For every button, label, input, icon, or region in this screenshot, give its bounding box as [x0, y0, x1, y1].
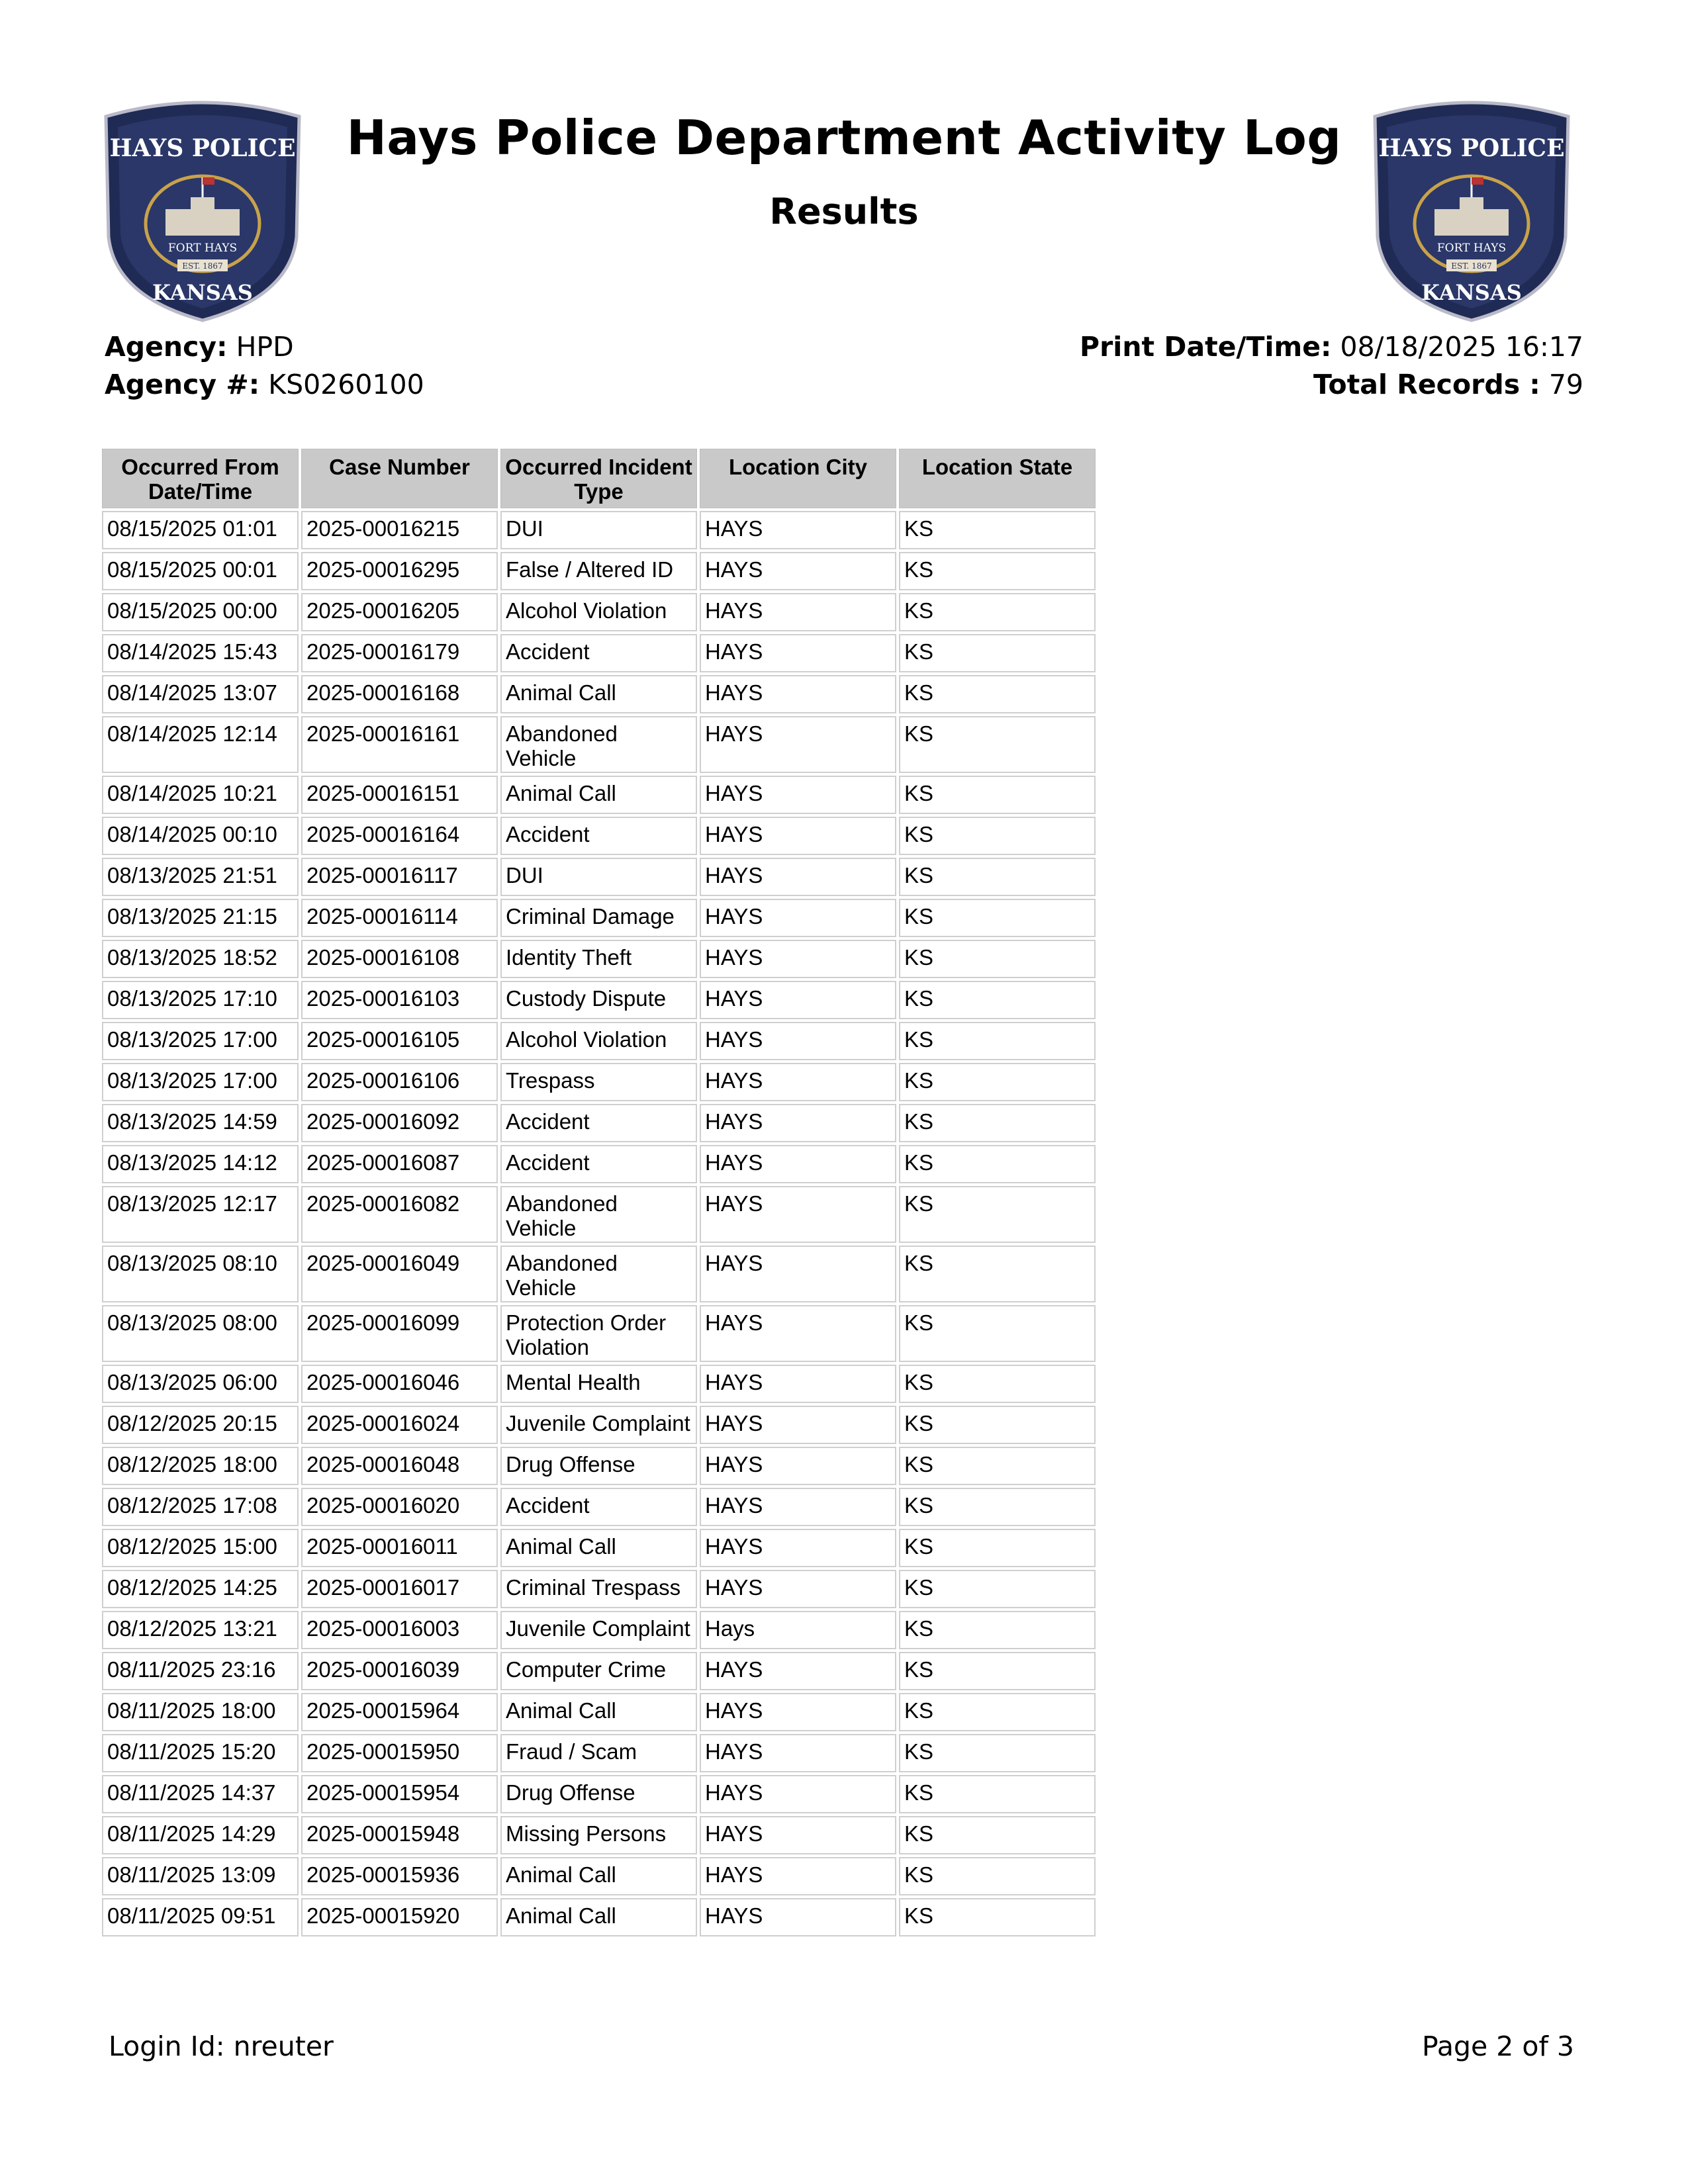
- column-header: Occurred From Date/Time: [102, 449, 299, 508]
- svg-text:FORT HAYS: FORT HAYS: [1436, 242, 1507, 255]
- table-cell: 08/14/2025 00:10: [102, 817, 299, 855]
- table-cell: HAYS: [700, 1857, 896, 1895]
- svg-text:KANSAS: KANSAS: [1421, 280, 1522, 305]
- table-cell: 08/14/2025 12:14: [102, 716, 299, 773]
- svg-text:FORT HAYS: FORT HAYS: [167, 242, 238, 255]
- table-row: [102, 1734, 1096, 1772]
- table-cell: 2025-00016103: [301, 981, 498, 1019]
- print-datetime-label: Print Date/Time:: [1080, 331, 1332, 363]
- table-row: [102, 1447, 1096, 1485]
- table-cell: Juvenile Complaint: [500, 1611, 697, 1649]
- table-cell: KS: [899, 1775, 1096, 1813]
- table-row: [102, 1898, 1096, 1936]
- table-cell: 2025-00016049: [301, 1246, 498, 1302]
- total-records-value: 79: [1548, 369, 1583, 400]
- table-row: [102, 1488, 1096, 1526]
- table-row: [102, 552, 1096, 590]
- page-number: Page 2 of 3: [1421, 2030, 1574, 2062]
- table-cell: KS: [899, 1246, 1096, 1302]
- table-cell: Accident: [500, 817, 697, 855]
- table-cell: Abandoned Vehicle: [500, 1246, 697, 1302]
- table-row: [102, 1775, 1096, 1813]
- table-cell: HAYS: [700, 1816, 896, 1854]
- agency-number-value: KS0260100: [268, 369, 424, 400]
- table-cell: 08/11/2025 09:51: [102, 1898, 299, 1936]
- table-cell: HAYS: [700, 593, 896, 631]
- table-cell: Missing Persons: [500, 1816, 697, 1854]
- table-cell: Drug Offense: [500, 1775, 697, 1813]
- table-cell: 08/12/2025 13:21: [102, 1611, 299, 1649]
- table-cell: KS: [899, 1365, 1096, 1403]
- table-cell: Accident: [500, 1488, 697, 1526]
- table-row: [102, 1063, 1096, 1101]
- table-row: [102, 1693, 1096, 1731]
- table-cell: 2025-00015936: [301, 1857, 498, 1895]
- table-cell: 2025-00015954: [301, 1775, 498, 1813]
- table-cell: 2025-00015920: [301, 1898, 498, 1936]
- table-cell: 2025-00016205: [301, 593, 498, 631]
- table-cell: 2025-00016046: [301, 1365, 498, 1403]
- table-cell: HAYS: [700, 1898, 896, 1936]
- table-cell: KS: [899, 899, 1096, 937]
- table-cell: KS: [899, 940, 1096, 978]
- table-cell: KS: [899, 1693, 1096, 1731]
- table-cell: HAYS: [700, 817, 896, 855]
- table-cell: 2025-00016048: [301, 1447, 498, 1485]
- table-cell: 2025-00016295: [301, 552, 498, 590]
- table-cell: 08/11/2025 14:37: [102, 1775, 299, 1813]
- table-cell: KS: [899, 552, 1096, 590]
- table-cell: 2025-00016114: [301, 899, 498, 937]
- table-row: [102, 1529, 1096, 1567]
- table-cell: KS: [899, 1145, 1096, 1183]
- table-cell: Criminal Damage: [500, 899, 697, 937]
- table-cell: 08/11/2025 15:20: [102, 1734, 299, 1772]
- table-cell: Juvenile Complaint: [500, 1406, 697, 1444]
- table-row: [102, 593, 1096, 631]
- table-cell: Animal Call: [500, 776, 697, 814]
- svg-text:EST. 1867: EST. 1867: [1451, 261, 1492, 271]
- table-row: [102, 776, 1096, 814]
- table-cell: HAYS: [700, 1570, 896, 1608]
- table-cell: 08/13/2025 14:59: [102, 1104, 299, 1142]
- table-cell: 2025-00016215: [301, 511, 498, 549]
- page-title: Hays Police Department Activity Log: [346, 110, 1342, 165]
- print-datetime-value: 08/18/2025 16:17: [1340, 331, 1583, 363]
- svg-text:KANSAS: KANSAS: [152, 280, 253, 305]
- table-cell: KS: [899, 1406, 1096, 1444]
- table-cell: HAYS: [700, 858, 896, 896]
- table-cell: Abandoned Vehicle: [500, 1186, 697, 1243]
- table-cell: KS: [899, 1305, 1096, 1362]
- table-cell: 08/13/2025 17:00: [102, 1022, 299, 1060]
- table-cell: KS: [899, 1898, 1096, 1936]
- table-row: [102, 1022, 1096, 1060]
- table-cell: KS: [899, 1022, 1096, 1060]
- table-cell: Animal Call: [500, 1529, 697, 1567]
- table-cell: 2025-00016168: [301, 675, 498, 713]
- table-cell: 2025-00016017: [301, 1570, 498, 1608]
- table-cell: 08/13/2025 14:12: [102, 1145, 299, 1183]
- table-cell: Drug Offense: [500, 1447, 697, 1485]
- column-header: Case Number: [301, 449, 498, 508]
- table-cell: Accident: [500, 634, 697, 672]
- table-cell: 2025-00016108: [301, 940, 498, 978]
- agency-label: Agency:: [105, 331, 228, 363]
- column-header: Occurred Incident Type: [500, 449, 697, 508]
- table-cell: KS: [899, 1734, 1096, 1772]
- table-cell: 08/13/2025 18:52: [102, 940, 299, 978]
- table-cell: HAYS: [700, 981, 896, 1019]
- table-cell: 2025-00016161: [301, 716, 498, 773]
- table-cell: KS: [899, 716, 1096, 773]
- table-cell: 08/13/2025 21:51: [102, 858, 299, 896]
- table-cell: KS: [899, 1186, 1096, 1243]
- table-cell: 2025-00016151: [301, 776, 498, 814]
- table-cell: 2025-00015950: [301, 1734, 498, 1772]
- table-cell: DUI: [500, 511, 697, 549]
- table-cell: Alcohol Violation: [500, 1022, 697, 1060]
- table-cell: Animal Call: [500, 1898, 697, 1936]
- table-cell: Identity Theft: [500, 940, 697, 978]
- table-cell: Accident: [500, 1145, 697, 1183]
- table-cell: HAYS: [700, 675, 896, 713]
- table-cell: HAYS: [700, 1246, 896, 1302]
- table-cell: 2025-00015964: [301, 1693, 498, 1731]
- table-cell: 08/14/2025 15:43: [102, 634, 299, 672]
- agency-number-label: Agency #:: [105, 369, 260, 400]
- table-cell: Alcohol Violation: [500, 593, 697, 631]
- table-row: [102, 1365, 1096, 1403]
- table-header-row: [102, 449, 1096, 508]
- svg-text:HAYS POLICE: HAYS POLICE: [109, 134, 296, 162]
- table-cell: 08/13/2025 08:10: [102, 1246, 299, 1302]
- table-cell: Animal Call: [500, 675, 697, 713]
- table-cell: HAYS: [700, 552, 896, 590]
- table-cell: 08/15/2025 01:01: [102, 511, 299, 549]
- table-cell: HAYS: [700, 1652, 896, 1690]
- table-cell: KS: [899, 1857, 1096, 1895]
- table-cell: KS: [899, 675, 1096, 713]
- table-cell: DUI: [500, 858, 697, 896]
- table-cell: KS: [899, 1447, 1096, 1485]
- table-cell: KS: [899, 1488, 1096, 1526]
- table-cell: HAYS: [700, 1145, 896, 1183]
- table-cell: HAYS: [700, 511, 896, 549]
- table-cell: KS: [899, 1063, 1096, 1101]
- table-cell: Hays: [700, 1611, 896, 1649]
- table-cell: 08/12/2025 20:15: [102, 1406, 299, 1444]
- total-records-line: [1313, 369, 1583, 400]
- table-cell: 08/13/2025 06:00: [102, 1365, 299, 1403]
- table-cell: KS: [899, 1529, 1096, 1567]
- table-cell: 08/13/2025 17:00: [102, 1063, 299, 1101]
- table-cell: HAYS: [700, 1406, 896, 1444]
- table-cell: Trespass: [500, 1063, 697, 1101]
- column-header: Location City: [700, 449, 896, 508]
- table-cell: HAYS: [700, 776, 896, 814]
- table-cell: 08/13/2025 12:17: [102, 1186, 299, 1243]
- table-row: [102, 511, 1096, 549]
- table-row: [102, 899, 1096, 937]
- table-cell: KS: [899, 593, 1096, 631]
- table-cell: KS: [899, 1611, 1096, 1649]
- table-row: [102, 858, 1096, 896]
- table-cell: HAYS: [700, 1186, 896, 1243]
- table-cell: 2025-00016011: [301, 1529, 498, 1567]
- table-row: [102, 1816, 1096, 1854]
- table-cell: KS: [899, 776, 1096, 814]
- table-cell: Computer Crime: [500, 1652, 697, 1690]
- table-row: [102, 817, 1096, 855]
- table-cell: 08/12/2025 14:25: [102, 1570, 299, 1608]
- table-cell: 08/11/2025 14:29: [102, 1816, 299, 1854]
- table-cell: 2025-00016105: [301, 1022, 498, 1060]
- table-cell: 2025-00015948: [301, 1816, 498, 1854]
- table-cell: 2025-00016106: [301, 1063, 498, 1101]
- print-datetime-line: [1080, 331, 1583, 363]
- table-cell: HAYS: [700, 716, 896, 773]
- table-cell: KS: [899, 981, 1096, 1019]
- table-cell: KS: [899, 1652, 1096, 1690]
- svg-text:EST. 1867: EST. 1867: [182, 261, 223, 271]
- table-cell: KS: [899, 858, 1096, 896]
- table-cell: KS: [899, 1816, 1096, 1854]
- table-cell: False / Altered ID: [500, 552, 697, 590]
- table-cell: HAYS: [700, 1022, 896, 1060]
- table-cell: HAYS: [700, 1447, 896, 1485]
- table-cell: HAYS: [700, 1488, 896, 1526]
- table-row: [102, 1406, 1096, 1444]
- table-cell: HAYS: [700, 1104, 896, 1142]
- table-cell: Mental Health: [500, 1365, 697, 1403]
- table-cell: HAYS: [700, 1529, 896, 1567]
- table-cell: Custody Dispute: [500, 981, 697, 1019]
- table-row: [102, 675, 1096, 713]
- table-cell: Criminal Trespass: [500, 1570, 697, 1608]
- table-cell: KS: [899, 1104, 1096, 1142]
- table-row: [102, 1104, 1096, 1142]
- table-cell: 08/11/2025 23:16: [102, 1652, 299, 1690]
- table-row: [102, 981, 1096, 1019]
- table-cell: 08/12/2025 15:00: [102, 1529, 299, 1567]
- table-cell: Abandoned Vehicle: [500, 716, 697, 773]
- table-cell: 08/15/2025 00:01: [102, 552, 299, 590]
- table-cell: 2025-00016039: [301, 1652, 498, 1690]
- table-cell: 08/14/2025 10:21: [102, 776, 299, 814]
- table-cell: HAYS: [700, 1063, 896, 1101]
- table-cell: 08/11/2025 18:00: [102, 1693, 299, 1731]
- table-cell: HAYS: [700, 1693, 896, 1731]
- table-row: [102, 1857, 1096, 1895]
- table-cell: 2025-00016164: [301, 817, 498, 855]
- table-cell: 08/12/2025 18:00: [102, 1447, 299, 1485]
- table-cell: HAYS: [700, 1775, 896, 1813]
- login-id: Login Id: nreuter: [109, 2030, 334, 2062]
- table-cell: Accident: [500, 1104, 697, 1142]
- table-cell: Animal Call: [500, 1857, 697, 1895]
- table-cell: 08/13/2025 21:15: [102, 899, 299, 937]
- table-cell: 08/13/2025 17:10: [102, 981, 299, 1019]
- table-cell: HAYS: [700, 940, 896, 978]
- table-row: [102, 1305, 1096, 1362]
- table-cell: 2025-00016003: [301, 1611, 498, 1649]
- table-row: [102, 1570, 1096, 1608]
- table-cell: 2025-00016179: [301, 634, 498, 672]
- table-cell: 2025-00016092: [301, 1104, 498, 1142]
- table-cell: 2025-00016024: [301, 1406, 498, 1444]
- page-subtitle: Results: [769, 191, 919, 232]
- table-cell: 08/15/2025 00:00: [102, 593, 299, 631]
- table-cell: HAYS: [700, 899, 896, 937]
- table-cell: Fraud / Scam: [500, 1734, 697, 1772]
- table-row: [102, 940, 1096, 978]
- svg-text:HAYS POLICE: HAYS POLICE: [1378, 134, 1565, 162]
- table-cell: KS: [899, 817, 1096, 855]
- table-cell: 2025-00016020: [301, 1488, 498, 1526]
- table-cell: Protection Order Violation: [500, 1305, 697, 1362]
- activity-log-table: [99, 446, 1098, 1939]
- table-cell: 08/13/2025 08:00: [102, 1305, 299, 1362]
- agency-number-line: [105, 369, 424, 400]
- table-cell: HAYS: [700, 1734, 896, 1772]
- table-cell: 08/14/2025 13:07: [102, 675, 299, 713]
- table-row: [102, 1652, 1096, 1690]
- table-cell: HAYS: [700, 634, 896, 672]
- agency-value: HPD: [236, 331, 294, 363]
- table-cell: HAYS: [700, 1305, 896, 1362]
- table-cell: KS: [899, 511, 1096, 549]
- table-cell: 2025-00016082: [301, 1186, 498, 1243]
- table-cell: KS: [899, 1570, 1096, 1608]
- table-cell: HAYS: [700, 1365, 896, 1403]
- table-cell: 08/11/2025 13:09: [102, 1857, 299, 1895]
- table-cell: 08/12/2025 17:08: [102, 1488, 299, 1526]
- total-records-label: Total Records :: [1313, 369, 1540, 400]
- table-row: [102, 1145, 1096, 1183]
- table-cell: Animal Call: [500, 1693, 697, 1731]
- agency-line: [105, 331, 294, 363]
- table-cell: KS: [899, 634, 1096, 672]
- column-header: Location State: [899, 449, 1096, 508]
- table-cell: 2025-00016117: [301, 858, 498, 896]
- table-row: [102, 1611, 1096, 1649]
- table-row: [102, 1186, 1096, 1243]
- table-row: [102, 634, 1096, 672]
- table-row: [102, 1246, 1096, 1302]
- table-cell: 2025-00016099: [301, 1305, 498, 1362]
- table-row: [102, 716, 1096, 773]
- table-cell: 2025-00016087: [301, 1145, 498, 1183]
